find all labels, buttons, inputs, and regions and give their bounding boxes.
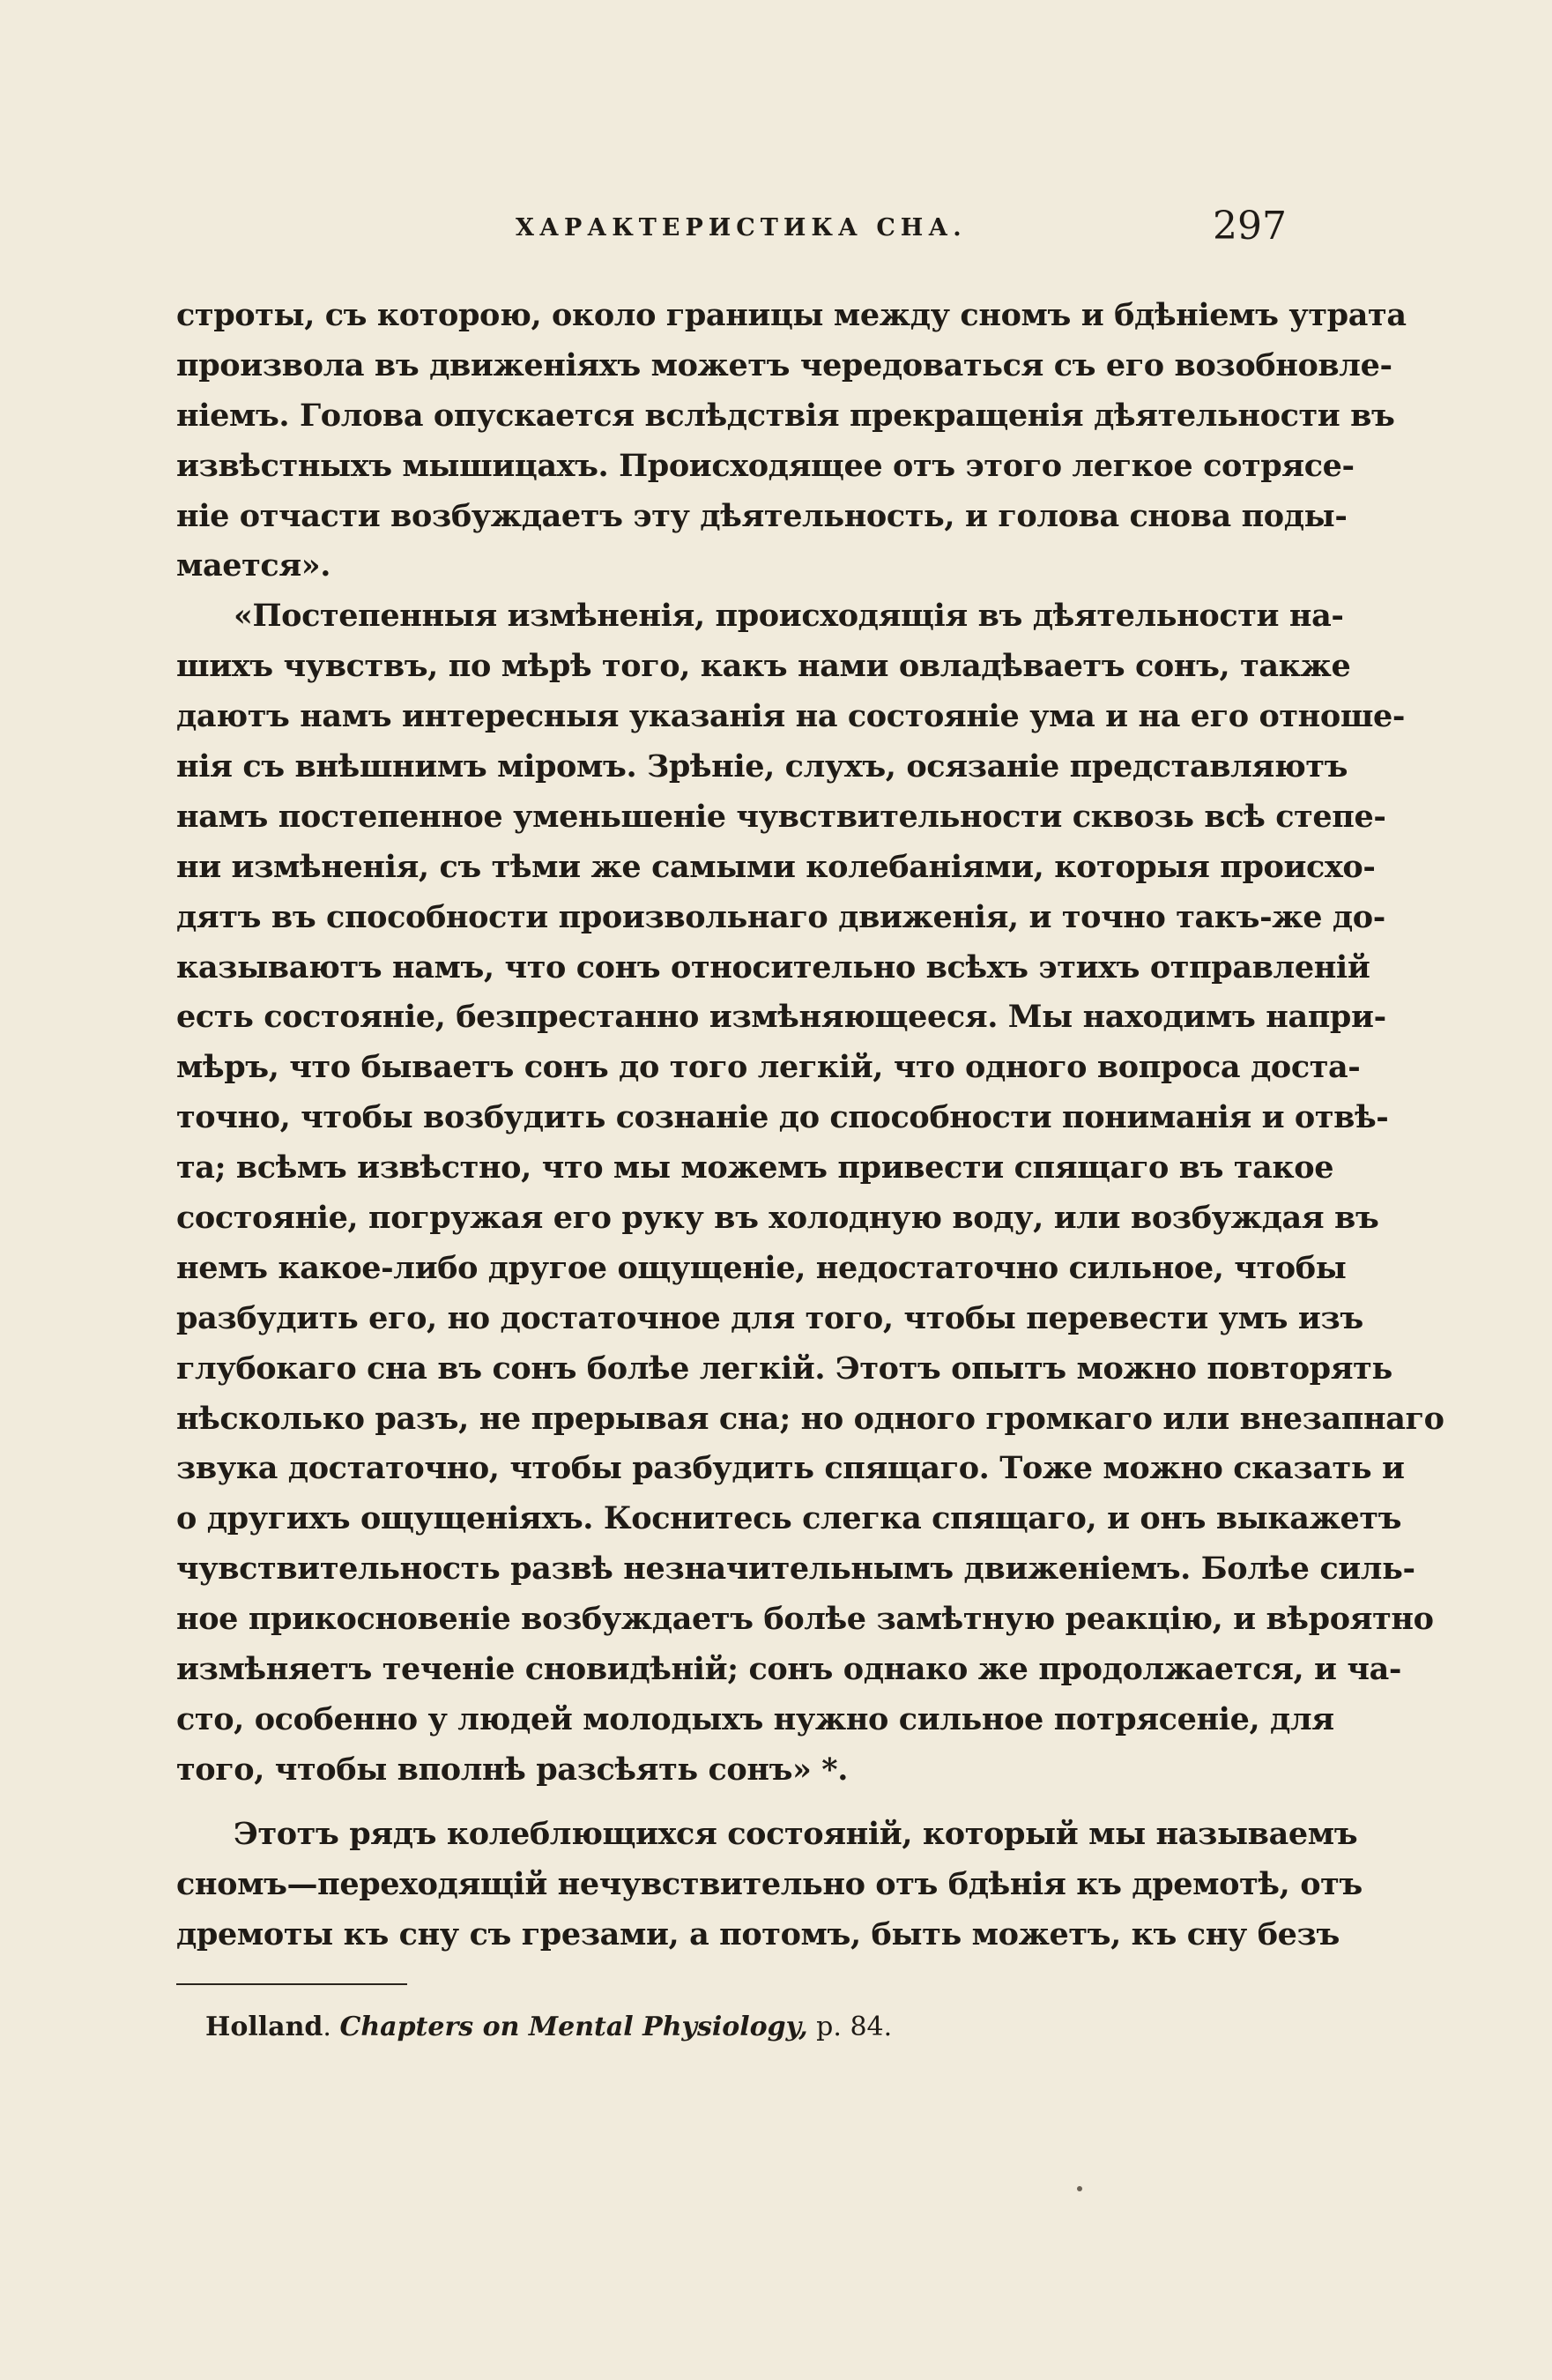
text-line: измѣняетъ теченіе сновидѣній; сонъ однако же продолжается, и ча- — [176, 1651, 1401, 1688]
text-line: сномъ—переходящій нечувствительно отъ бдѣнія къ дремотѣ, отъ — [176, 1865, 1363, 1902]
page-number: 297 — [1213, 204, 1287, 249]
footnote-author: Holland — [205, 2012, 323, 2042]
text-line: шихъ чувствъ, по мѣрѣ того, какъ нами овладѣваетъ сонъ, также — [176, 648, 1351, 685]
text-line: есть состояніе, безпрестанно измѣняющееся. Мы находимъ напри- — [176, 999, 1386, 1036]
text-line: состояніе, погружая его руку въ холодную воду, или возбуждая въ — [176, 1200, 1379, 1237]
text-line: даютъ намъ интересныя указанія на состояніе ума и на его отноше- — [176, 698, 1406, 735]
text-line: нія съ внѣшнимъ міромъ. Зрѣніе, слухъ, осязаніе представляютъ — [176, 748, 1348, 785]
text-line: точно, чтобы возбудить сознаніе до способности пониманія и отвѣ- — [176, 1099, 1389, 1136]
text-line: мѣръ, что бываетъ сонъ до того легкій, что одного вопроса доста- — [176, 1049, 1361, 1086]
text-line: того, чтобы вполнѣ разсѣять сонъ» *. — [176, 1751, 848, 1788]
text-line: немъ какое-либо другое ощущеніе, недостаточно сильное, чтобы — [176, 1249, 1347, 1286]
footnote — [205, 2012, 1263, 2042]
text-line: дремоты къ сну съ грезами, а потомъ, быть можетъ, къ сну безъ — [176, 1915, 1340, 1952]
text-line: строты, съ которою, около границы между сномъ и бдѣніемъ утрата — [176, 297, 1407, 333]
text-line: извѣстныхъ мышицахъ. Происходящее отъ этого легкое сотрясе- — [176, 447, 1355, 484]
text-line: «Постепенныя измѣненія, происходящія въ дѣятельности на- — [234, 598, 1344, 635]
text-line: о другихъ ощущеніяхъ. Коснитесь слегка спящаго, и онъ выкажетъ — [176, 1500, 1402, 1537]
running-title: ХАРАКТЕРИСТИКА СНА. — [516, 214, 967, 242]
text-line: ніемъ. Голова опускается вслѣдствія прекращенія дѣятельности въ — [176, 397, 1395, 434]
body-text — [176, 291, 1444, 1960]
text-line: ніе отчасти возбуждаетъ эту дѣятельность, и голова снова поды- — [176, 497, 1348, 534]
text-line: казываютъ намъ, что сонъ относительно всѣхъ этихъ отправленій — [176, 948, 1370, 985]
text-line: ни измѣненія, съ тѣми же самыми колебаніями, которыя происхо- — [176, 848, 1376, 885]
footnote-separator: . — [323, 2012, 340, 2042]
text-line: нѣсколько разъ, не прерывая сна; но одного громкаго или внезапнаго — [176, 1400, 1444, 1437]
paragraph-gap — [176, 1796, 1287, 1810]
text-line: сто, особенно у людей молодыхъ нужно сильное потрясеніе, для — [176, 1700, 1334, 1737]
text-line: мается». — [176, 547, 331, 584]
text-line: звука достаточно, чтобы разбудить спящаго. Тоже можно сказать и — [176, 1450, 1405, 1487]
footnote-page: p. 84. — [807, 2012, 893, 2042]
text-line: произвола въ движеніяхъ можетъ чередоваться съ его возобновле- — [176, 346, 1392, 383]
text-line: чувствительность развѣ незначительнымъ движеніемъ. Болѣе силь- — [176, 1551, 1415, 1588]
text-line: намъ постепенное уменьшеніе чувствительности сквозь всѣ степе- — [176, 798, 1386, 835]
paper-speck — [1077, 2186, 1082, 2191]
footnote-rule — [176, 1983, 407, 1985]
text-line: разбудить его, но достаточное для того, чтобы перевести умъ изъ — [176, 1299, 1363, 1336]
text-line: дятъ въ способности произвольнаго движенія, и точно такъ-же до- — [176, 898, 1385, 935]
text-line: глубокаго сна въ сонъ болѣе легкій. Этотъ опытъ можно повторять — [176, 1350, 1392, 1387]
footnote-title: Chapters on Mental Physiology, — [339, 2012, 808, 2042]
text-line: Этотъ рядъ колеблющихся состояній, который мы называемъ — [234, 1815, 1358, 1852]
text-line: ное прикосновеніе возбуждаетъ болѣе замѣтную реакцію, и вѣроятно — [176, 1601, 1434, 1638]
text-line: та; всѣмъ извѣстно, что мы можемъ привести спящаго въ такое — [176, 1149, 1334, 1186]
page-header — [176, 198, 1287, 260]
